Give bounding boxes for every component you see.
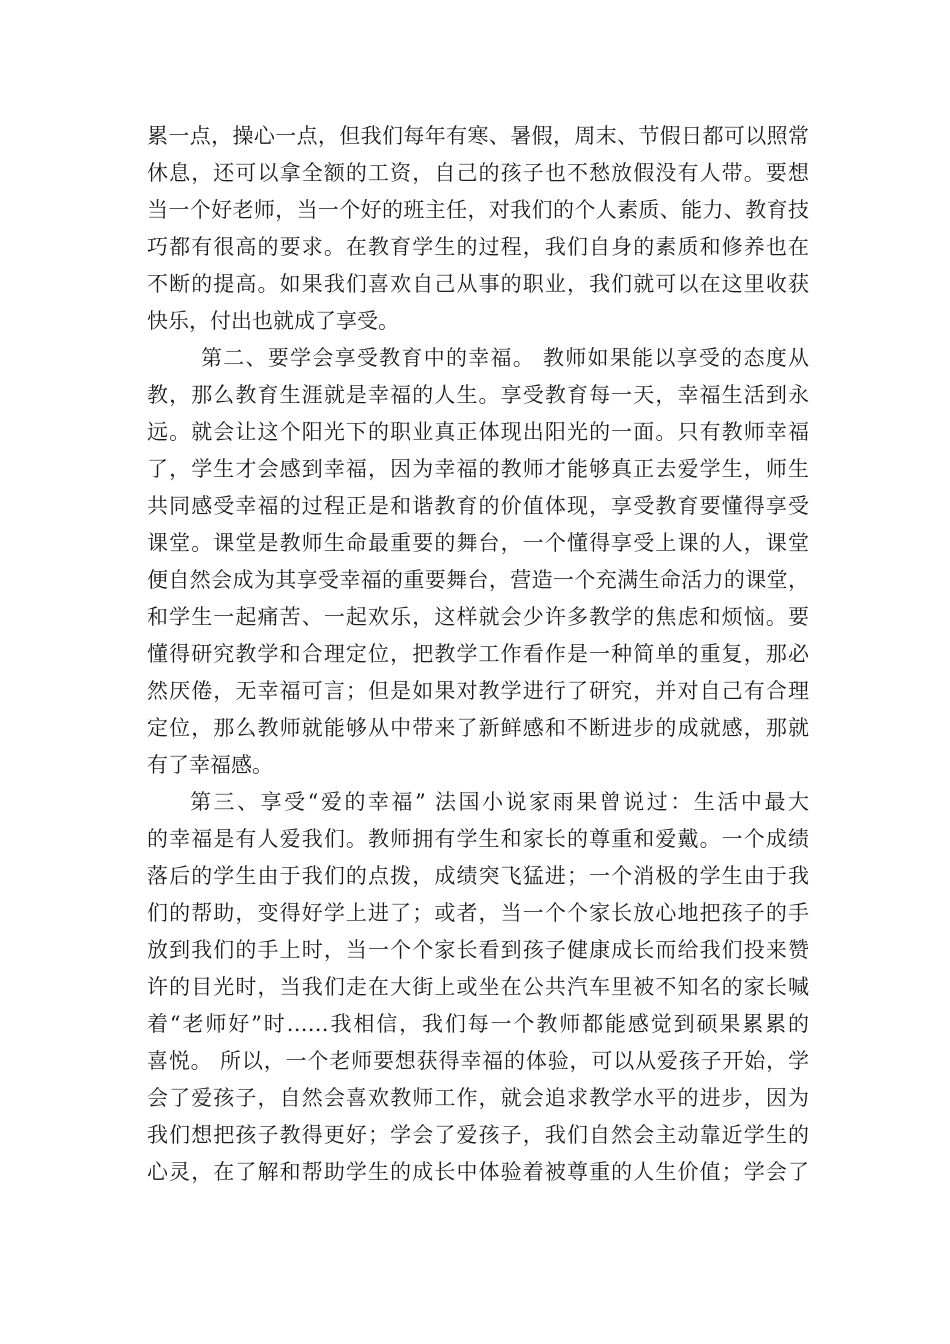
text-line: 便自然会成为其享受幸福的重要舞台，营造一个充满生命活力的课堂，	[147, 568, 809, 592]
text-line: 我们想把孩子教得更好；学会了爱孩子，我们自然会主动靠近学生的	[147, 1123, 809, 1147]
text-line: 教，那么教育生涯就是幸福的人生。享受教育每一天，幸福生活到永	[147, 383, 809, 407]
text-line: 当一个好老师，当一个好的班主任，对我们的个人素质、能力、教育技	[147, 198, 809, 222]
text-line: 快乐，付出也就成了享受。	[147, 309, 399, 333]
text-line: 了，学生才会感到幸福，因为幸福的教师才能够真正去爱学生，师生	[147, 457, 809, 481]
text-line: 课堂。课堂是教师生命最重要的舞台，一个懂得享受上课的人，课堂	[147, 531, 809, 555]
text-line: 定位，那么教师就能够从中带来了新鲜感和不断进步的成就感，那就	[147, 716, 809, 740]
text-line: 放到我们的手上时，当一个个家长看到孩子健康成长而给我们投来赞	[147, 938, 809, 962]
text-line: 有了幸福感。	[147, 753, 273, 777]
text-line: 喜悦。 所以，一个老师要想获得幸福的体验，可以从爱孩子开始，学	[147, 1049, 809, 1073]
text-line: 的幸福是有人爱我们。教师拥有学生和家长的尊重和爱戴。一个成绩	[147, 827, 809, 851]
text-line: 和学生一起痛苦、一起欢乐，这样就会少许多教学的焦虑和烦恼。要	[147, 605, 809, 629]
text-line: 休息，还可以拿全额的工资，自己的孩子也不愁放假没有人带。要想	[147, 161, 809, 185]
text-line: 会了爱孩子，自然会喜欢教师工作，就会追求教学水平的进步，因为	[147, 1086, 809, 1110]
text-line: 共同感受幸福的过程正是和谐教育的价值体现，享受教育要懂得享受	[147, 494, 809, 518]
text-line: 们的帮助，变得好学上进了；或者，当一个个家长放心地把孩子的手	[147, 901, 809, 925]
text-line: 巧都有很高的要求。在教育学生的过程，我们自身的素质和修养也在	[147, 235, 809, 259]
text-line: 着“老师好”时……我相信，我们每一个教师都能感觉到硕果累累的	[147, 1012, 809, 1036]
text-line: 累一点，操心一点，但我们每年有寒、暑假，周末、节假日都可以照常	[147, 124, 809, 148]
text-line: 懂得研究教学和合理定位，把教学工作看作是一种简单的重复，那必	[147, 642, 809, 666]
text-line: 远。就会让这个阳光下的职业真正体现出阳光的一面。只有教师幸福	[147, 420, 809, 444]
text-line: 许的目光时，当我们走在大街上或坐在公共汽车里被不知名的家长喊	[147, 975, 809, 999]
text-line: 落后的学生由于我们的点拨，成绩突飞猛进；一个消极的学生由于我	[147, 864, 809, 888]
paragraph-heading-line: 第三、享受“爱的幸福” 法国小说家雨果曾说过：生活中最大	[190, 790, 809, 814]
text-line: 心灵，在了解和帮助学生的成长中体验着被尊重的人生价值；学会了	[147, 1160, 809, 1184]
paragraph-heading-line: 第二、要学会享受教育中的幸福。 教师如果能以享受的态度从	[201, 346, 809, 370]
text-line: 不断的提高。如果我们喜欢自己从事的职业，我们就可以在这里收获	[147, 272, 809, 296]
text-line: 然厌倦，无幸福可言；但是如果对教学进行了研究，并对自己有合理	[147, 679, 809, 703]
